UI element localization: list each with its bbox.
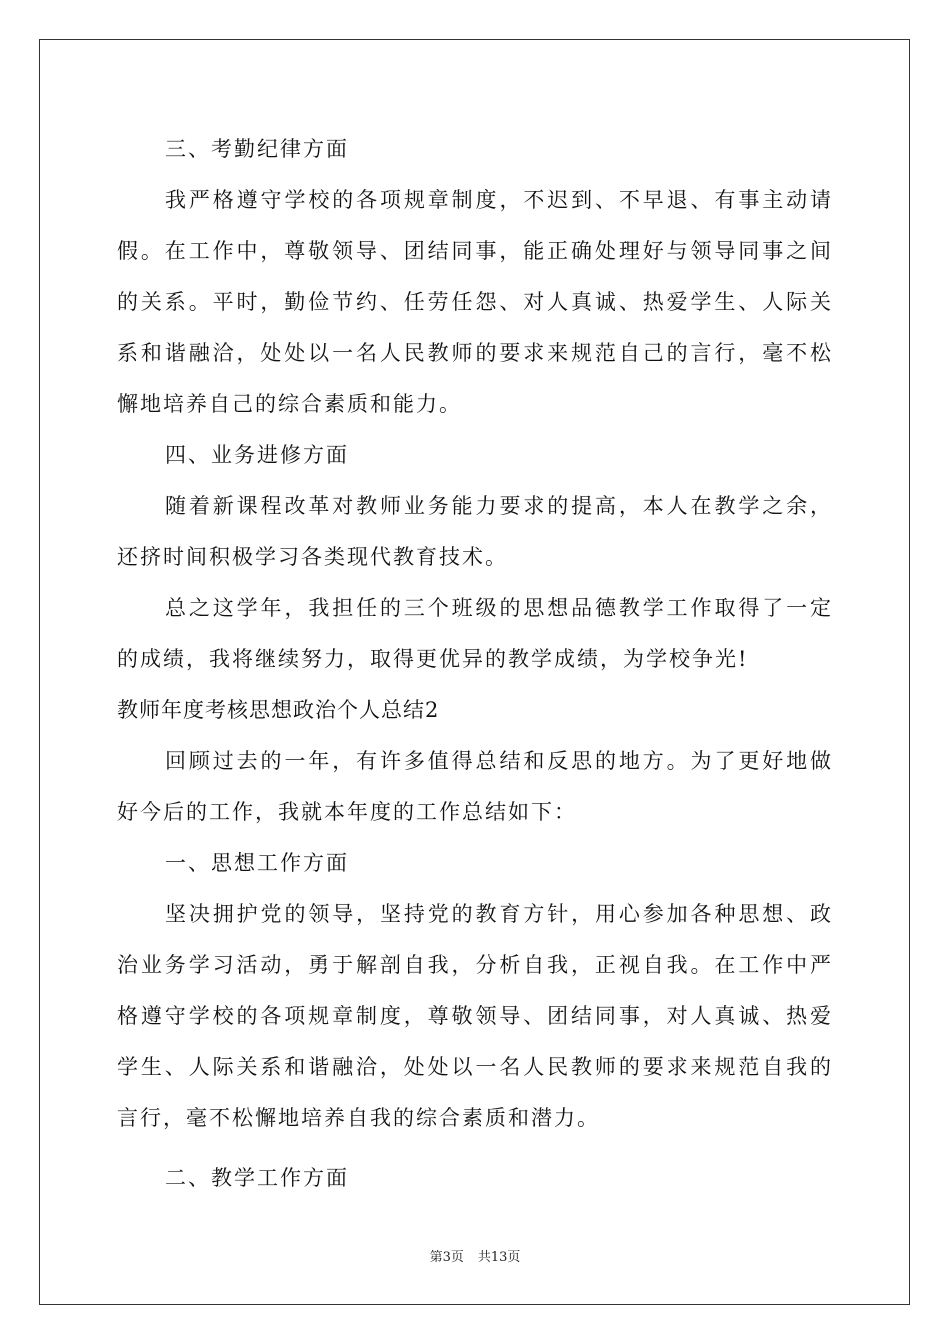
section-heading-teaching: 二、教学工作方面 — [165, 1166, 349, 1190]
paragraph-line: 懈地培养自己的综合素质和能力。 — [117, 392, 462, 416]
document-body — [117, 124, 833, 1204]
page-footer — [0, 1250, 950, 1266]
section-heading-ideology: 一、思想工作方面 — [165, 851, 349, 875]
paragraph-line: 格遵守学校的各项规章制度，尊敬领导、团结同事，对人真诚、热爱 — [117, 1004, 833, 1028]
paragraph-line: 言行，毫不松懈地培养自我的综合素质和潜力。 — [117, 1106, 600, 1130]
paragraph-line: 治业务学习活动，勇于解剖自我，分析自我，正视自我。在工作中严 — [117, 953, 833, 977]
current-page-number: 第3页 — [429, 1250, 464, 1265]
paragraph-line: 我严格遵守学校的各项规章制度，不迟到、不早退、有事主动请 — [165, 188, 833, 212]
paragraph-line: 系和谐融洽，处处以一名人民教师的要求来规范自己的言行，毫不松 — [117, 341, 833, 365]
total-page-count: 共13页 — [477, 1250, 521, 1265]
paragraph-line: 的成绩，我将继续努力，取得更优异的教学成绩，为学校争光! — [117, 647, 749, 671]
paragraph-line: 好今后的工作，我就本年度的工作总结如下： — [117, 800, 577, 824]
article-title: 教师年度考核思想政治个人总结2 — [117, 698, 440, 722]
paragraph-line: 假。在工作中，尊敬领导、团结同事，能正确处理好与领导同事之间 — [117, 239, 833, 263]
paragraph-line: 总之这学年，我担任的三个班级的思想品德教学工作取得了一定 — [165, 596, 833, 620]
paragraph-line: 回顾过去的一年，有许多值得总结和反思的地方。为了更好地做 — [165, 749, 833, 773]
section-heading-study: 四、业务进修方面 — [165, 443, 349, 467]
paragraph-line: 随着新课程改革对教师业务能力要求的提高，本人在教学之余， — [165, 494, 833, 518]
paragraph-line: 学生、人际关系和谐融洽，处处以一名人民教师的要求来规范自我的 — [117, 1055, 833, 1079]
section-heading-attendance: 三、考勤纪律方面 — [165, 137, 349, 161]
paragraph-line: 还挤时间积极学习各类现代教育技术。 — [117, 545, 508, 569]
paragraph-line: 的关系。平时，勤俭节约、任劳任怨、对人真诚、热爱学生、人际关 — [117, 290, 833, 314]
paragraph-line: 坚决拥护党的领导，坚持党的教育方针，用心参加各种思想、政 — [165, 902, 833, 926]
